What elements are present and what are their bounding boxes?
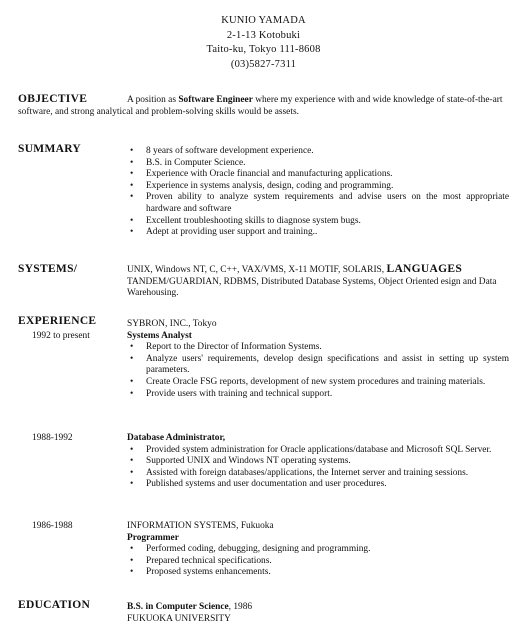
job-company: INFORMATION SYSTEMS, Fukuoka: [127, 521, 274, 531]
job-duty: • Prepared technical specifications.: [127, 556, 509, 568]
objective-role: Software Engineer: [178, 95, 253, 105]
systems-text: [127, 264, 509, 300]
summary-item: • Excellent troubleshooting skills to diagnose system bugs.: [127, 216, 509, 228]
job-dates: 1988-1992: [32, 433, 73, 443]
resume-header: [0, 14, 527, 72]
summary-item: • Experience in systems analysis, design, coding and programming.: [127, 181, 509, 193]
summary-list: [127, 146, 509, 239]
degree: [127, 602, 509, 614]
phone-number: (03)5827-7311: [230, 58, 297, 70]
education-heading: EDUCATION: [18, 599, 91, 611]
job-entry: [127, 433, 509, 491]
systems-text-post: TANDEM/GUARDIAN, RDBMS, Distributed Database Systems, Object Oriented esign and Data Warehousing.: [127, 276, 497, 299]
objective-text-post: where my experience with and wide knowledge of state-of-the-art software, and strong analytical and problem-solving skills would be assets.: [18, 95, 503, 117]
objective-text: [18, 95, 508, 118]
job-duty: • Assisted with foreign databases/applications, the Internet server and training sessions.: [127, 468, 509, 480]
job-entry: [127, 319, 509, 400]
languages-heading: LANGUAGES: [386, 263, 463, 275]
address-line-2: Taito-ku, Tokyo 111-8608: [206, 44, 321, 55]
job-duties: [127, 342, 509, 400]
summary-item: • B.S. in Computer Science.: [127, 158, 509, 170]
degree-year: , 1986: [228, 602, 253, 612]
education-entry: [127, 602, 509, 625]
objective-text-pre: A position as: [127, 95, 179, 105]
degree-name: B.S. in Computer Science: [127, 602, 229, 612]
job-duties: [127, 445, 509, 491]
job-entry: [127, 521, 509, 579]
job-dates: 1986-1988: [32, 521, 73, 531]
job-dates: 1992 to present: [32, 331, 90, 341]
summary-heading: SUMMARY: [18, 143, 82, 155]
job-duty: • Analyze users' requirements, develop design specifications and assist in setting up system parameters.: [127, 354, 509, 377]
job-role: Systems Analyst: [127, 330, 192, 341]
school-name: FUKUOKA UNIVERSITY: [127, 613, 231, 624]
job-duty: • Proposed systems enhancements.: [127, 567, 509, 579]
summary-item: • Proven ability to analyze system requirements and advise users on the most appropriate hardware and software: [127, 192, 509, 215]
job-duty: • Report to the Director of Information Systems.: [127, 342, 509, 354]
systems-text-pre: UNIX, Windows NT, C, C++, VAX/VMS, X-11 MOTIF, SOLARIS,: [127, 265, 387, 275]
job-duty: • Performed coding, debugging, designing and programming.: [127, 544, 509, 556]
experience-heading: EXPERIENCE: [18, 315, 97, 327]
summary-list-wrap: [127, 146, 509, 239]
systems-heading: SYSTEMS/: [18, 263, 78, 275]
job-role: Database Administrator,: [127, 433, 226, 443]
summary-item: • Adept at providing user support and training..: [127, 227, 509, 239]
address-line-1: 2-1-13 Kotobuki: [226, 29, 301, 41]
candidate-name: KUNIO YAMADA: [221, 15, 306, 26]
summary-item: • Experience with Oracle financial and manufacturing applications.: [127, 169, 509, 181]
job-role: Programmer: [127, 532, 179, 543]
job-duty: • Create Oracle FSG reports, development of new system procedures and training materials.: [127, 377, 509, 389]
job-duty: • Supported UNIX and Windows NT operating systems.: [127, 456, 509, 468]
job-duty: • Provided system administration for Oracle applications/database and Microsoft SQL Server.: [127, 445, 509, 457]
job-duties: [127, 544, 509, 579]
objective-heading: OBJECTIVE: [18, 93, 88, 105]
job-company: SYBRON, INC., Tokyo: [127, 319, 217, 329]
job-duty: • Provide users with training and technical support.: [127, 389, 509, 401]
summary-item: • 8 years of software development experience.: [127, 146, 509, 158]
job-duty: • Published systems and user documentation and user procedures.: [127, 479, 509, 491]
